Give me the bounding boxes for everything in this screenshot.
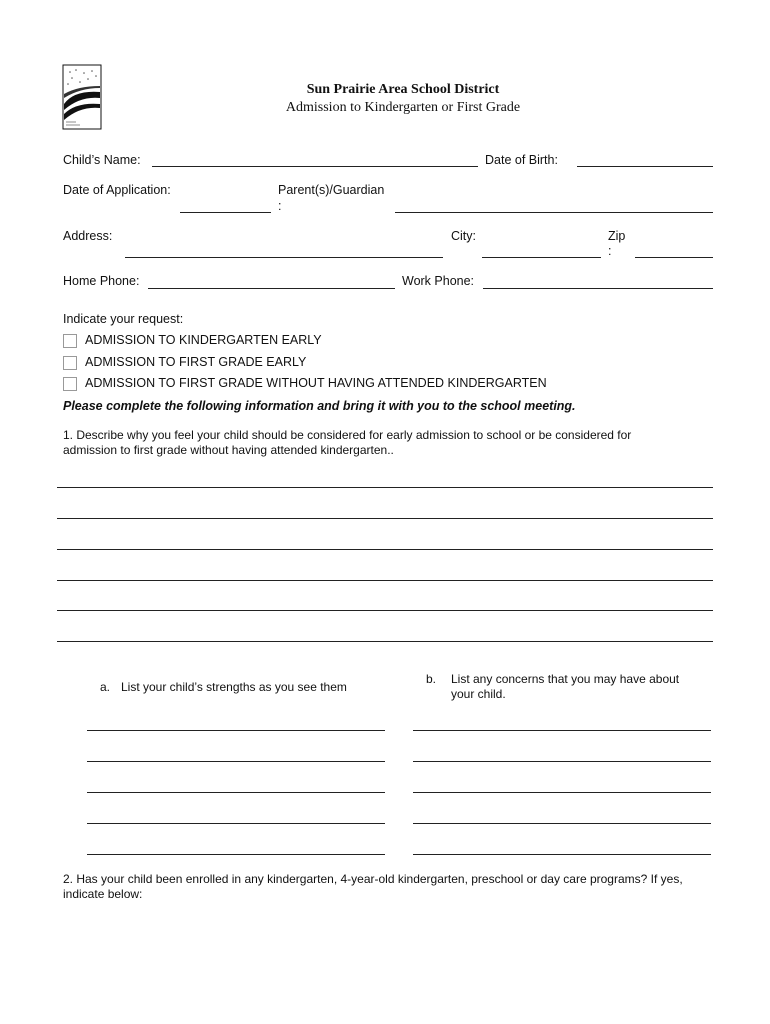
concerns-line[interactable]: [413, 854, 711, 855]
zip-colon: :: [608, 244, 612, 258]
option-first-grade-no-kindergarten: ADMISSION TO FIRST GRADE WITHOUT HAVING ATTENDED KINDERGARTEN: [85, 376, 547, 390]
request-heading: Indicate your request:: [63, 312, 184, 326]
strengths-line[interactable]: [87, 730, 385, 731]
concerns-line[interactable]: [413, 730, 711, 731]
address-field[interactable]: [125, 257, 443, 258]
date-of-birth-label: Date of Birth:: [485, 153, 558, 167]
strengths-line[interactable]: [87, 854, 385, 855]
city-field[interactable]: [482, 257, 601, 258]
form-title: Admission to Kindergarten or First Grade: [285, 100, 521, 115]
answer-line[interactable]: [57, 580, 713, 581]
question-1b-text: List any concerns that you may have about your child.: [451, 672, 680, 701]
checkbox-kindergarten-early[interactable]: [63, 334, 77, 348]
question-1-text: 1. Describe why you feel your child should be considered for early admission to school or be considered for admission to first grade without having attended kindergarten..: [63, 428, 632, 457]
home-phone-label: Home Phone:: [63, 274, 140, 288]
concerns-line[interactable]: [413, 823, 711, 824]
parent-guardian-colon: :: [278, 199, 282, 213]
concerns-line[interactable]: [413, 761, 711, 762]
concerns-line[interactable]: [413, 792, 711, 793]
zip-field[interactable]: [635, 257, 713, 258]
answer-line[interactable]: [57, 610, 713, 611]
answer-line[interactable]: [57, 641, 713, 642]
answer-line[interactable]: [57, 549, 713, 550]
zip-label: Zip: [608, 229, 626, 243]
work-phone-field[interactable]: [483, 288, 713, 289]
parent-guardian-field[interactable]: [395, 212, 713, 213]
question-1a-marker: a.: [100, 680, 111, 694]
question-1a-text: List your child’s strengths as you see them: [121, 680, 347, 694]
date-of-birth-field[interactable]: [577, 166, 713, 167]
address-label: Address:: [63, 229, 113, 243]
answer-line[interactable]: [57, 518, 713, 519]
child-name-label: Child’s Name:: [63, 153, 141, 167]
date-of-application-field[interactable]: [180, 212, 271, 213]
city-label: City:: [451, 229, 476, 243]
instruction-text: Please complete the following information and bring it with you to the school meeting.: [63, 399, 576, 413]
home-phone-field[interactable]: [148, 288, 395, 289]
work-phone-label: Work Phone:: [402, 274, 475, 288]
date-of-application-label: Date of Application:: [63, 183, 171, 197]
parent-guardian-label: Parent(s)/Guardian: [278, 183, 385, 197]
question-2-text: 2. Has your child been enrolled in any kindergarten, 4-year-old kindergarten, preschool or day care programs? If yes, indicate below:: [63, 872, 683, 901]
strengths-line[interactable]: [87, 792, 385, 793]
answer-line[interactable]: [57, 487, 713, 488]
question-1b-marker: b.: [426, 672, 437, 686]
option-first-grade-early: ADMISSION TO FIRST GRADE EARLY: [85, 355, 307, 369]
district-name: Sun Prairie Area School District: [306, 82, 500, 97]
child-name-field[interactable]: [152, 166, 478, 167]
strengths-line[interactable]: [87, 823, 385, 824]
checkbox-first-grade-no-kindergarten[interactable]: [63, 377, 77, 391]
checkbox-first-grade-early[interactable]: [63, 356, 77, 370]
strengths-line[interactable]: [87, 761, 385, 762]
option-kindergarten-early: ADMISSION TO KINDERGARTEN EARLY: [85, 333, 322, 347]
